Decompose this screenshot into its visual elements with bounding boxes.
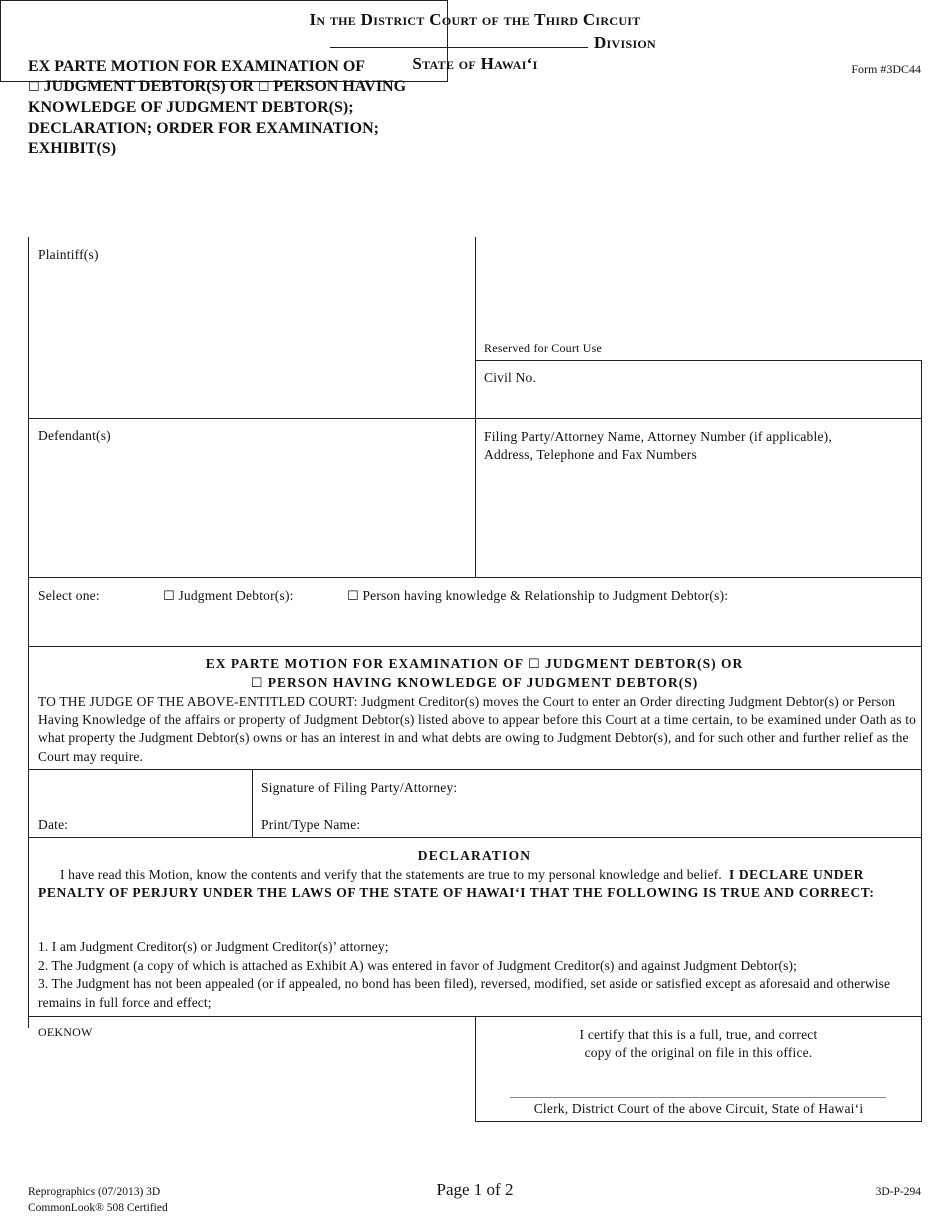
motion-heading-2-text: PERSON HAVING KNOWLEDGE OF JUDGMENT DEBTOR(S) <box>267 675 699 690</box>
person-knowledge-option[interactable] <box>347 588 728 604</box>
page-number: Page 1 of 2 <box>436 1180 514 1199</box>
certify-line-1: I certify that this is a full, true, and correct <box>579 1027 818 1042</box>
division-blank[interactable] <box>330 36 588 48</box>
checkbox-icon[interactable]: ☐ <box>28 80 40 96</box>
civil-no-label: Civil No. <box>484 370 537 385</box>
checkbox-icon[interactable]: ☐ <box>163 589 175 604</box>
footer-reprographics: Reprographics (07/2013) 3D <box>28 1186 161 1198</box>
checkbox-icon[interactable]: ☐ <box>250 676 264 691</box>
declaration-item: 1. I am Judgment Creditor(s) or Judgment Creditor(s)’ attorney; <box>38 939 389 954</box>
footer-form-code: 3D-P-294 <box>875 1186 921 1198</box>
divider <box>28 1016 29 1028</box>
defendants-label: Defendant(s) <box>38 428 111 443</box>
select-one-label: Select one: <box>38 588 100 603</box>
clerk-signature-line[interactable] <box>510 1097 886 1098</box>
declaration-item: 3. The Judgment has not been appealed (or if appealed, no bond has been filed), reversed, modified, set aside or satisfied except as aforesaid and otherwise remains in full force and effect; <box>38 976 891 1010</box>
oeknow-label: OEKNOW <box>38 1025 93 1039</box>
judgment-debtor-option[interactable] <box>163 588 294 604</box>
motion-heading-1 <box>28 656 921 672</box>
plaintiffs-label: Plaintiff(s) <box>38 247 99 262</box>
title-line-2b-text: PERSON HAVING <box>273 78 407 96</box>
state-name: State of Hawai‘i <box>412 54 538 73</box>
checkbox-icon[interactable]: ☐ <box>527 657 541 672</box>
person-knowledge-option-label: Person having knowledge & Relationship to Judgment Debtor(s): <box>362 588 729 603</box>
signature-label: Signature of Filing Party/Attorney: <box>261 780 458 795</box>
title-line-1: EX PARTE MOTION FOR EXAMINATION OF <box>28 58 366 75</box>
checkbox-icon[interactable]: ☐ <box>347 589 359 604</box>
certify-text <box>475 1026 922 1062</box>
declaration-intro-text: I have read this Motion, know the contents and verify that the statements are true to my personal knowledge and belief. <box>60 867 722 882</box>
filing-party-line-2: Address, Telephone and Fax Numbers <box>484 447 697 462</box>
reserved-label: Reserved for Court Use <box>484 341 603 355</box>
title-line-2 <box>28 77 478 98</box>
civil-no-field[interactable] <box>475 360 922 419</box>
court-name: In the District Court of the Third Circuit <box>309 10 641 29</box>
motion-body: TO THE JUDGE OF THE ABOVE-ENTITLED COURT: Judgment Creditor(s) moves the Court to enter an Order directing Judgment Debtor(s) or Person Having Knowledge of the affairs or property of Judgment Debtor(s) listed above to appear before this Court at a time certain, to be examined under Oath as to what property the Judgment Debtor(s) owns or has an interest in and what debts are owing to Judgment Debtor(s), and for such other and further relief as the Court may require. <box>38 694 917 764</box>
title-line-4: DECLARATION; ORDER FOR EXAMINATION; <box>28 119 379 137</box>
declaration-declare: I DECLARE UNDER PENALTY OF PERJURY UNDER THE LAWS OF THE STATE OF HAWAI‘I THAT THE FOLLOWING IS TRUE AND CORRECT: <box>38 867 875 901</box>
plaintiffs-field[interactable] <box>28 237 476 418</box>
motion-heading-2 <box>28 675 921 691</box>
clerk-label: Clerk, District Court of the above Circuit, State of Hawai‘i <box>533 1101 864 1116</box>
divider <box>28 1016 476 1017</box>
filing-party-line-1: Filing Party/Attorney Name, Attorney Number (if applicable), <box>484 429 832 444</box>
certify-line-2: copy of the original on file in this office. <box>584 1045 813 1061</box>
declaration-heading: DECLARATION <box>417 848 532 863</box>
date-label: Date: <box>38 817 69 832</box>
court-header-box <box>0 0 657 82</box>
motion-heading-1b: JUDGMENT DEBTOR(S) OR <box>545 656 744 671</box>
division-label: Division <box>593 33 657 52</box>
division-line <box>0 33 950 53</box>
checkbox-icon[interactable]: ☐ <box>257 80 270 96</box>
filing-party-label <box>484 428 832 464</box>
title-line-3: KNOWLEDGE OF JUDGMENT DEBTOR(S); <box>28 99 354 117</box>
title-line-2-text: JUDGMENT DEBTOR(S) OR <box>43 78 254 96</box>
title-line-5: EXHIBIT(S) <box>28 139 117 157</box>
motion-heading-1a: EX PARTE MOTION FOR EXAMINATION OF <box>205 656 524 671</box>
declaration-items <box>38 938 923 1012</box>
form-number: Form #3DC44 <box>851 62 921 76</box>
judgment-debtor-option-label: Judgment Debtor(s): <box>178 588 294 603</box>
declaration-intro <box>38 866 918 902</box>
print-name-label: Print/Type Name: <box>261 817 361 832</box>
footer-commonlook: CommonLook® 508 Certified <box>28 1201 168 1214</box>
declaration-item: 2. The Judgment (a copy of which is attached as Exhibit A) was entered in favor of Judgment Creditor(s) and against Judgment Debtor(s); <box>38 957 797 973</box>
